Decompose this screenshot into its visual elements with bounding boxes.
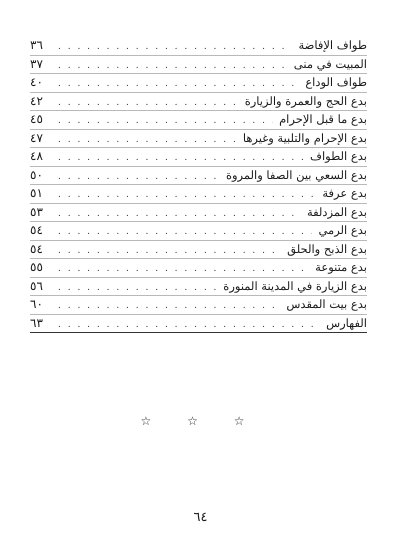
toc-entry-page: ٥٤ — [30, 223, 43, 237]
toc-leader-dots — [58, 132, 237, 150]
toc-entry-title: بدع الزيارة في المدينة المنورة — [223, 278, 367, 293]
toc-entry-page: ٥١ — [30, 186, 43, 200]
toc-entry — [30, 315, 367, 333]
toc-entry-title: بدع عرفة — [322, 186, 367, 200]
toc-entry-page: ٥٠ — [30, 167, 43, 182]
toc-entry — [30, 130, 367, 149]
toc-entry-title: بدع الحج والعمرة والزيارة — [244, 93, 367, 108]
toc-entry-page: ٤٠ — [30, 75, 43, 89]
toc-entry — [30, 185, 367, 204]
toc-entry-title: الفهارس — [326, 315, 367, 330]
toc-leader-dots — [58, 224, 312, 242]
toc-entry — [30, 74, 367, 93]
toc-entry-title: بدع الذبح والحلق — [287, 241, 367, 256]
toc-entry-title: بدع المزدلفة — [306, 204, 367, 219]
toc-entry — [30, 222, 367, 241]
toc-entry-page: ٥٣ — [30, 204, 43, 219]
toc-entry-page: ٥٤ — [30, 241, 43, 256]
toc-leader-dots — [58, 113, 273, 131]
toc-entry-page: ٣٦ — [30, 38, 43, 52]
toc-leader-dots — [58, 58, 288, 76]
toc-entry-page: ٤٨ — [30, 149, 43, 163]
toc-entry-title: بدع الطواف — [310, 149, 367, 163]
toc-entry-title: بدع متنوعة — [315, 260, 367, 274]
toc-entry-title: بدع السعي بين الصفا والمروة — [225, 167, 367, 182]
toc-entry-title: طواف الوداع — [305, 75, 367, 89]
toc-entry-page: ٤٧ — [30, 130, 43, 145]
star-ornament: ☆ ☆ ☆ — [140, 414, 261, 428]
toc-entry — [30, 259, 367, 278]
table-of-contents — [30, 37, 367, 333]
toc-leader-dots — [58, 187, 316, 205]
toc-entry-page: ٥٦ — [30, 278, 43, 293]
toc-leader-dots — [58, 243, 281, 261]
toc-leader-dots — [58, 150, 304, 168]
toc-entry — [30, 296, 367, 315]
toc-leader-dots — [58, 280, 217, 298]
toc-entry — [30, 241, 367, 260]
toc-entry — [30, 167, 367, 186]
toc-entry — [30, 111, 367, 130]
toc-entry-title: طواف الإفاضة — [298, 38, 367, 52]
toc-entry — [30, 148, 367, 167]
toc-entry-page: ٥٥ — [30, 260, 43, 274]
toc-leader-dots — [58, 95, 239, 113]
toc-entry-page: ٦٣ — [30, 315, 43, 330]
toc-entry-title: بدع الرمي — [318, 223, 367, 237]
toc-leader-dots — [58, 206, 301, 224]
toc-entry-page: ٣٧ — [30, 56, 43, 71]
toc-entry — [30, 278, 367, 297]
toc-entry-title: المبيت في منى — [293, 56, 367, 71]
toc-leader-dots — [58, 261, 309, 279]
toc-entry — [30, 56, 367, 75]
toc-leader-dots — [58, 298, 280, 316]
page-number: ٦٤ — [193, 510, 208, 525]
toc-entry-page: ٦٠ — [30, 297, 43, 311]
toc-entry — [30, 93, 367, 112]
toc-leader-dots — [58, 317, 320, 335]
toc-entry — [30, 204, 367, 223]
toc-entry-page: ٤٢ — [30, 93, 43, 108]
toc-leader-dots — [58, 76, 299, 94]
toc-leader-dots — [58, 169, 220, 187]
toc-leader-dots — [58, 39, 292, 57]
toc-entry — [30, 37, 367, 56]
toc-entry-page: ٤٥ — [30, 112, 43, 126]
toc-entry-title: بدع بيت المقدس — [286, 297, 367, 311]
toc-entry-title: بدع ما قبل الإحرام — [279, 112, 367, 126]
toc-entry-title: بدع الإحرام والتلبية وغيرها — [242, 130, 367, 145]
